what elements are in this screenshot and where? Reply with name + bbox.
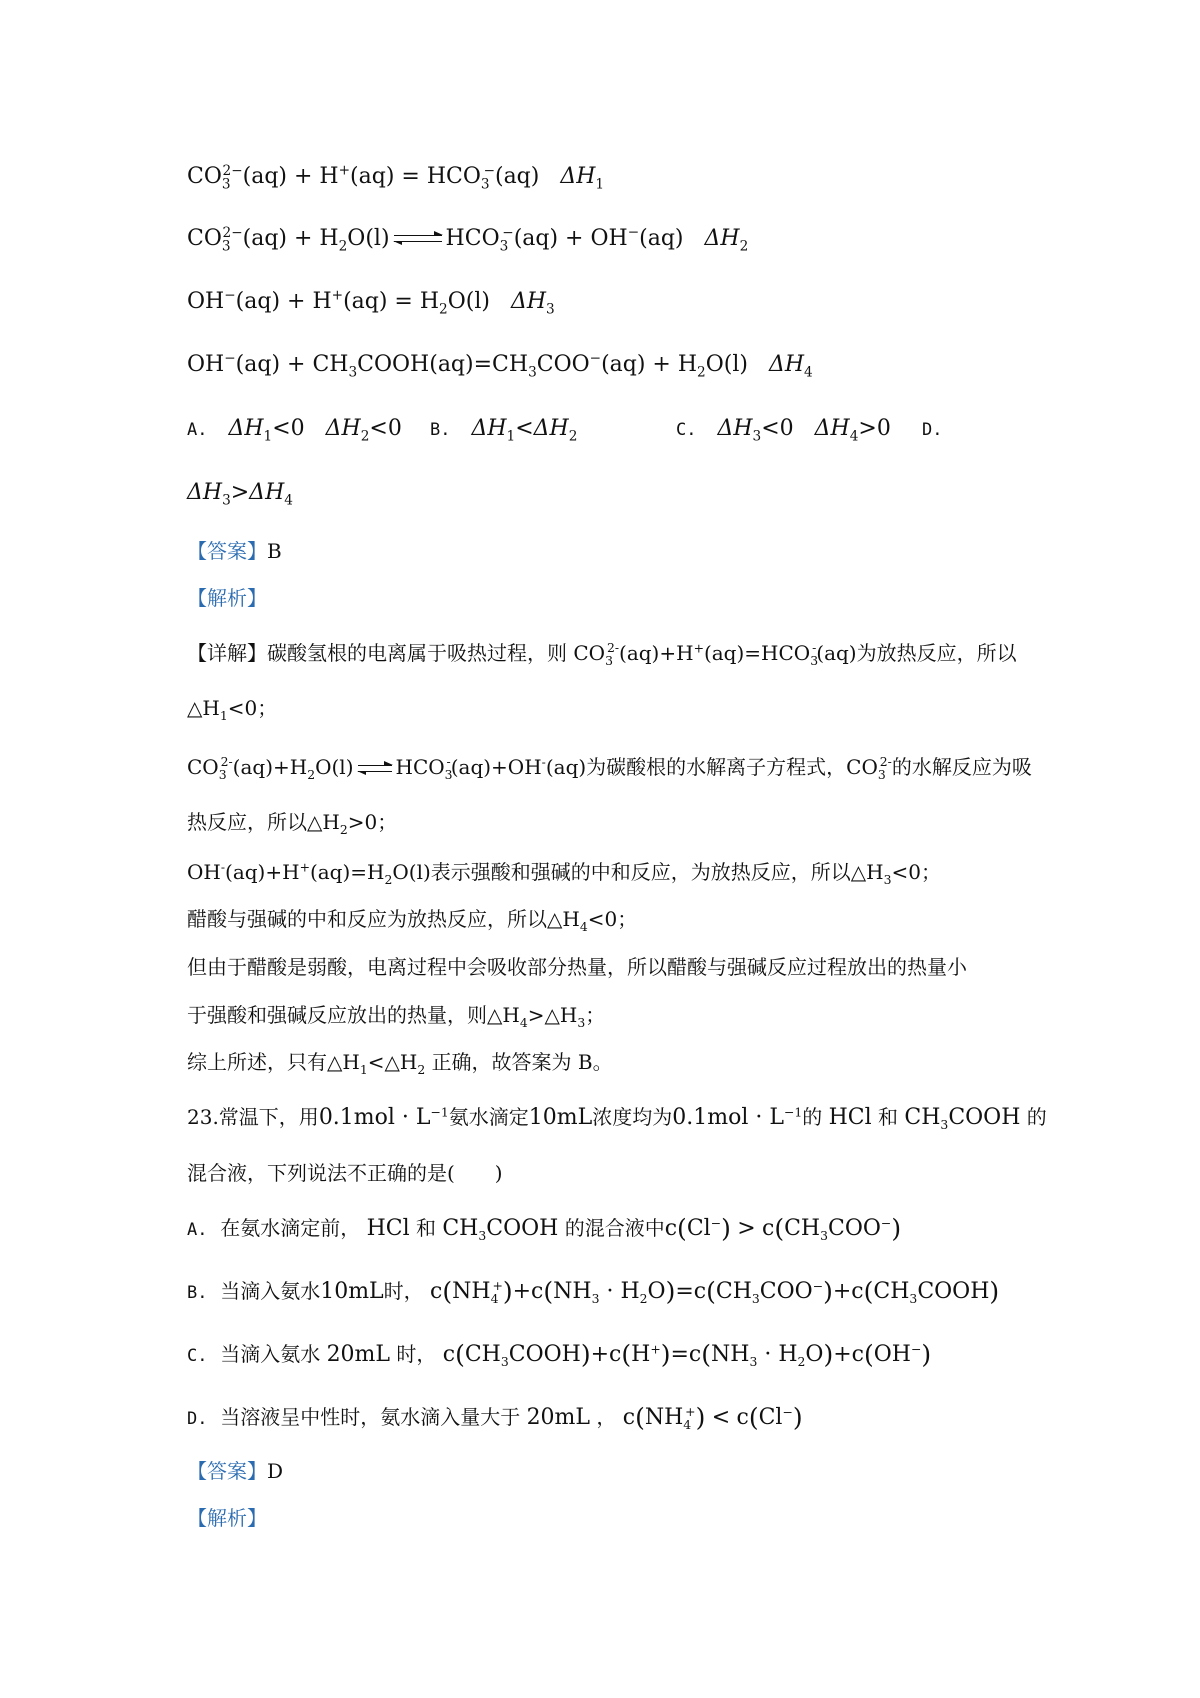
q23-option-b: B. 当滴入氨水10mL时， $c(NH_4^+)+c(NH_3$ · $H_2O)=c(CH_3COO^-)+c(CH_3COOH)$ <box>187 1277 1000 1306</box>
q22-answer: 【答案】B <box>187 539 282 563</box>
q23-analysis-label: 【解析】 <box>187 1506 267 1530</box>
equation-4: $OH^-(aq) + CH_3COOH(aq)=CH_3COO^-(aq) + H_2O(l)$ $\Delta H_4$ <box>187 350 813 381</box>
q23-answer: 【答案】D <box>187 1459 284 1483</box>
q22-detail-line-5: $OH^-(aq)+H^+(aq)=H_2O(l)$表示强酸和强碱的中和反应，为放热反应，所以$\triangle H_3<0$； <box>187 859 941 887</box>
q23-option-d: D. 当溶液呈中性时，氨水滴入量大于 20mL ， $c(NH_4^+) < c(Cl^-)$ <box>187 1403 803 1432</box>
equation-1: $CO_3^{2-}(aq) + H^+(aq) = HCO_3^-(aq)$ $\Delta H_1$ <box>187 162 605 193</box>
q22-detail-line-4: 热反应，所以$\triangle H_2>0$； <box>187 810 398 837</box>
equation-3: $OH^-(aq) + H^+(aq) = H_2O(l)$ $\Delta H_3$ <box>187 287 555 318</box>
reversible-arrow <box>394 232 442 246</box>
q23-stem-line-2: 混合液，下列说法不正确的是( ) <box>187 1161 503 1185</box>
q22-detail-line-1: 【详解】碳酸氢根的电离属于吸热过程，则 $CO_3^{2-}(aq)+H^+(aq)=HCO_3^-(aq)$为放热反应，所以 <box>187 640 1017 668</box>
q22-option-a: A. $\Delta H_1<0$ $\Delta H_2<0$ <box>187 416 402 445</box>
reversible-arrow <box>358 762 392 776</box>
q23-option-a: A. 在氨水滴定前， HCl 和 $CH_3COOH$ 的混合液中$c(Cl^-) > c(CH_3COO^-)$ <box>187 1214 902 1243</box>
q23-stem-line-1: 23.常温下，用$0.1mol \cdot L^{-1}$氨水滴定10mL浓度均为$0.1mol \cdot L^{-1}$的 HCl 和 $CH_3COOH$ 的 <box>187 1104 1047 1132</box>
equation-2: $CO_3^{2-}(aq) + H_2O(l)$ $HCO_3^-(aq) + OH^-(aq)$ $\Delta H_2$ <box>187 224 749 255</box>
q22-detail-line-2: $\triangle H_1<0$； <box>187 696 278 723</box>
q22-analysis-label: 【解析】 <box>187 586 267 610</box>
q22-option-b: B. $\Delta H_1<\Delta H_2$ <box>430 416 578 445</box>
q23-option-c: C. 当滴入氨水 20mL 时， $c(CH_3COOH)+c(H^+)=c(NH_3 \cdot H_2O)+c(OH^-)$ <box>187 1340 932 1369</box>
q22-detail-line-3: $CO_3^{2-}(aq)+H_2O(l)$ $HCO_3^-(aq)+OH^-(aq)$为碳酸根的水解离子方程式，$CO_3^{2-}$的水解反应为吸 <box>187 754 1032 782</box>
q22-option-d-text: $\Delta H_3>\Delta H_4$ <box>187 480 293 509</box>
q22-detail-line-9: 综上所述，只有$\triangle H_1<\triangle H_2$ 正确，故答案为 B。 <box>187 1050 613 1077</box>
q22-option-c: C. $\Delta H_3<0$ $\Delta H_4>0$ <box>676 416 891 445</box>
q22-detail-line-8: 于强酸和强碱反应放出的热量，则$\triangle H_4>\triangle H_3$； <box>187 1003 606 1030</box>
q22-detail-line-7: 但由于醋酸是弱酸，电离过程中会吸收部分热量，所以醋酸与强碱反应过程放出的热量小 <box>187 955 967 979</box>
q22-detail-line-6: 醋酸与强碱的中和反应为放热反应，所以$\triangle H_4<0$； <box>187 907 638 934</box>
q22-option-d-label: D. <box>922 420 943 440</box>
